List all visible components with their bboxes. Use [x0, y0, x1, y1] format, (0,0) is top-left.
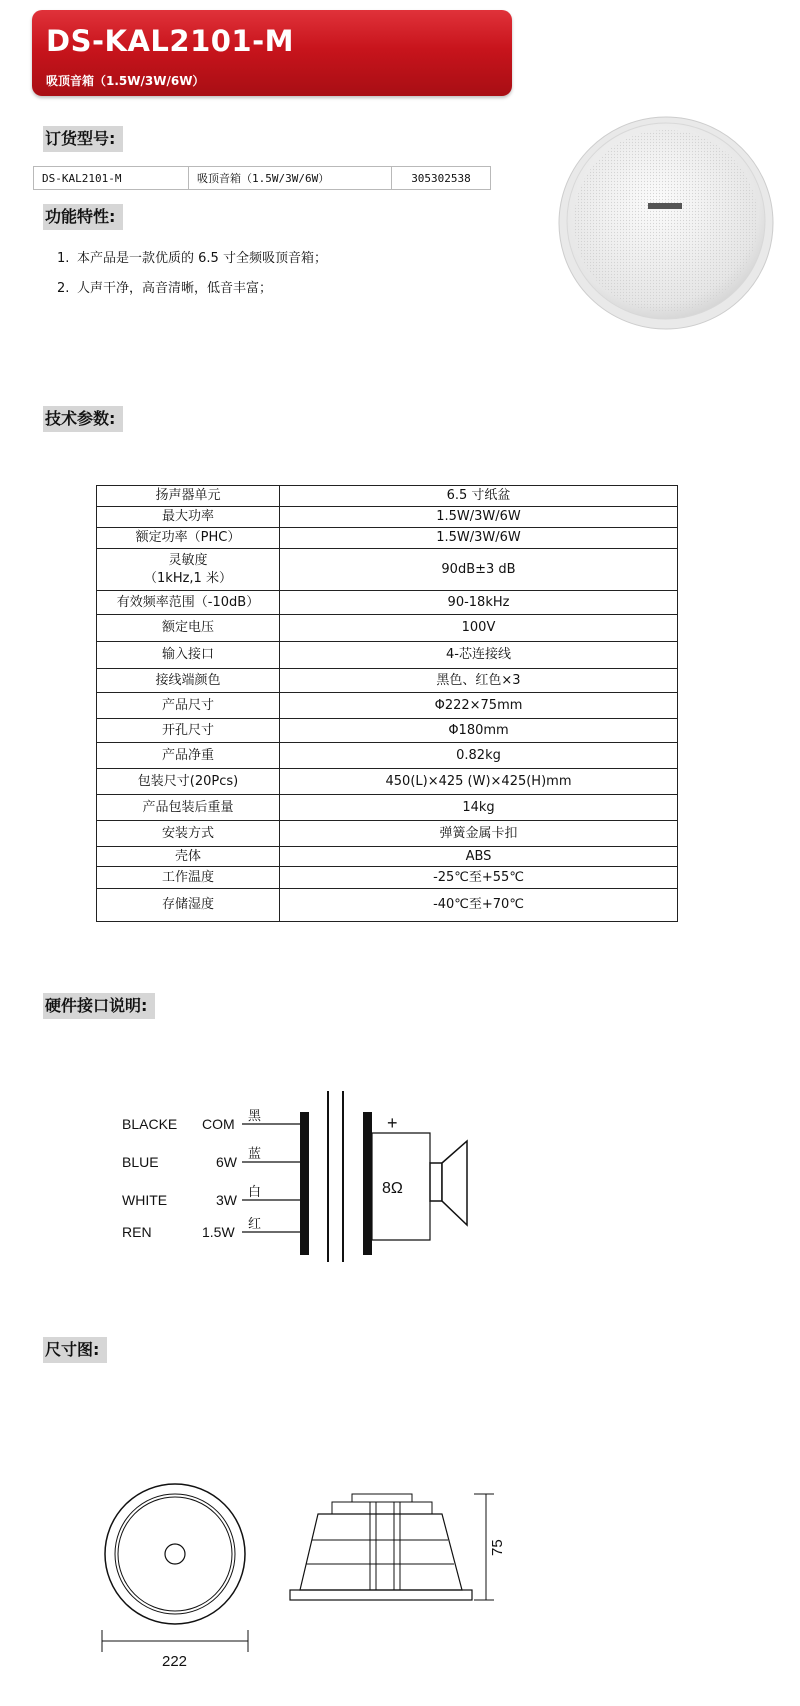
- spec-value: 90dB±3 dB: [280, 549, 678, 591]
- spec-key: 存储湿度: [97, 889, 280, 922]
- primary-coil: [300, 1112, 309, 1255]
- spec-value: 0.82kg: [280, 743, 678, 769]
- wire-cn-label: 蓝: [248, 1146, 262, 1161]
- table-row: [97, 615, 678, 642]
- table-row: [97, 669, 678, 693]
- spec-key: 安装方式: [97, 821, 280, 847]
- list-item: [57, 275, 327, 305]
- table-row: [97, 549, 678, 591]
- spec-key: 包装尺寸(20Pcs): [97, 769, 280, 795]
- spec-value: 黑色、红色×3: [280, 669, 678, 693]
- wire-tap-label: 3W: [216, 1192, 237, 1208]
- spec-key: 壳体: [97, 847, 280, 867]
- spec-key: 产品尺寸: [97, 693, 280, 719]
- feature-number: 2.: [57, 281, 70, 296]
- feature-text: 人声干净，高音清晰，低音丰富；: [77, 281, 273, 296]
- front-view-center: [165, 1544, 185, 1564]
- spec-key-line2: （1kHz,1 米）: [144, 570, 232, 586]
- spec-value: ABS: [280, 847, 678, 867]
- output-wire: [372, 1133, 430, 1140]
- front-view-outer: [105, 1484, 245, 1624]
- section-heading-dimensions: 尺寸图:: [43, 1337, 107, 1363]
- spec-key: 最大功率: [97, 507, 280, 528]
- product-photo: [556, 108, 776, 333]
- spec-value: 90-18kHz: [280, 591, 678, 615]
- header-banner: [32, 10, 512, 96]
- spec-table: [96, 485, 678, 922]
- order-code: 305302538: [392, 167, 491, 190]
- wire-color-label: WHITE: [122, 1192, 168, 1208]
- wire-color-label: BLACKE: [122, 1116, 178, 1132]
- spec-key: 额定功率（PHC）: [97, 528, 280, 549]
- table-row: [97, 486, 678, 507]
- height-label: 75: [489, 1539, 506, 1556]
- spec-value: -25℃至+55℃: [280, 867, 678, 889]
- section-heading-specs: 技术参数:: [43, 406, 123, 432]
- wire-color-label: REN: [122, 1224, 152, 1240]
- output-wire: [372, 1225, 430, 1240]
- impedance-label: 8Ω: [382, 1180, 403, 1197]
- feature-list: [57, 245, 327, 305]
- wire-cn-label: 黑: [248, 1108, 262, 1123]
- product-title: DS-KAL2101-M: [46, 24, 294, 58]
- spec-value: 6.5 寸纸盆: [280, 486, 678, 507]
- spec-key: 开孔尺寸: [97, 719, 280, 743]
- table-row: [97, 769, 678, 795]
- spec-key: 产品包装后重量: [97, 795, 280, 821]
- brand-badge: [648, 203, 682, 209]
- spec-key: 有效频率范围（-10dB）: [97, 591, 280, 615]
- table-row: [97, 867, 678, 889]
- speaker-cone-icon: [442, 1141, 467, 1225]
- table-row: [97, 795, 678, 821]
- dimension-drawing: [90, 1480, 570, 1680]
- table-row: [97, 719, 678, 743]
- order-description: 吸顶音箱（1.5W/3W/6W）: [189, 167, 392, 190]
- product-subtitle: 吸顶音箱（1.5W/3W/6W）: [46, 74, 205, 88]
- spec-key: 输入接口: [97, 642, 280, 669]
- table-row: [97, 642, 678, 669]
- feature-number: 1.: [57, 251, 70, 266]
- wire-tap-label: 6W: [216, 1154, 237, 1170]
- speaker-icon: [430, 1163, 442, 1201]
- table-row: [34, 167, 491, 190]
- spec-value: 4-芯连接线: [280, 642, 678, 669]
- spec-key: 产品净重: [97, 743, 280, 769]
- table-row: [97, 591, 678, 615]
- wiring-diagram: [110, 1085, 520, 1265]
- spec-value: 1.5W/3W/6W: [280, 528, 678, 549]
- spec-key: 接线端颜色: [97, 669, 280, 693]
- section-heading-wiring: 硬件接口说明:: [43, 993, 155, 1019]
- table-row: [97, 507, 678, 528]
- wire-tap-label: 1.5W: [202, 1224, 235, 1240]
- spec-value: 弹簧金属卡扣: [280, 821, 678, 847]
- table-row: [97, 821, 678, 847]
- feature-text: 本产品是一款优质的 6.5 寸全频吸顶音箱；: [77, 251, 327, 266]
- spec-value: 14kg: [280, 795, 678, 821]
- table-row: [97, 847, 678, 867]
- table-row: [97, 693, 678, 719]
- secondary-coil: [363, 1112, 372, 1255]
- plus-sign: +: [387, 1113, 398, 1133]
- spec-key: 工作温度: [97, 867, 280, 889]
- side-view-flange: [290, 1590, 472, 1600]
- spec-value: Φ180mm: [280, 719, 678, 743]
- side-view-body: [300, 1514, 462, 1590]
- spec-key: 扬声器单元: [97, 486, 280, 507]
- wire-tap-label: COM: [202, 1116, 235, 1132]
- table-row: [97, 889, 678, 922]
- section-heading-features: 功能特性:: [43, 204, 123, 230]
- list-item: [57, 245, 327, 275]
- order-model: DS-KAL2101-M: [34, 167, 189, 190]
- wire-cn-label: 红: [248, 1216, 262, 1231]
- spec-value: 1.5W/3W/6W: [280, 507, 678, 528]
- table-row: [97, 743, 678, 769]
- front-view-ring: [115, 1494, 235, 1614]
- spec-value: -40℃至+70℃: [280, 889, 678, 922]
- wire-cn-label: 白: [248, 1184, 262, 1199]
- section-heading-order: 订货型号:: [43, 126, 123, 152]
- spec-value: 450(L)×425 (W)×425(H)mm: [280, 769, 678, 795]
- diameter-label: 222: [162, 1653, 188, 1670]
- spec-value: 100V: [280, 615, 678, 642]
- spec-key: 额定电压: [97, 615, 280, 642]
- wire-color-label: BLUE: [122, 1154, 159, 1170]
- spec-value: Φ222×75mm: [280, 693, 678, 719]
- order-table: [33, 166, 491, 190]
- spec-key: [97, 549, 280, 591]
- table-row: [97, 528, 678, 549]
- spec-key-line1: 灵敏度: [168, 552, 208, 568]
